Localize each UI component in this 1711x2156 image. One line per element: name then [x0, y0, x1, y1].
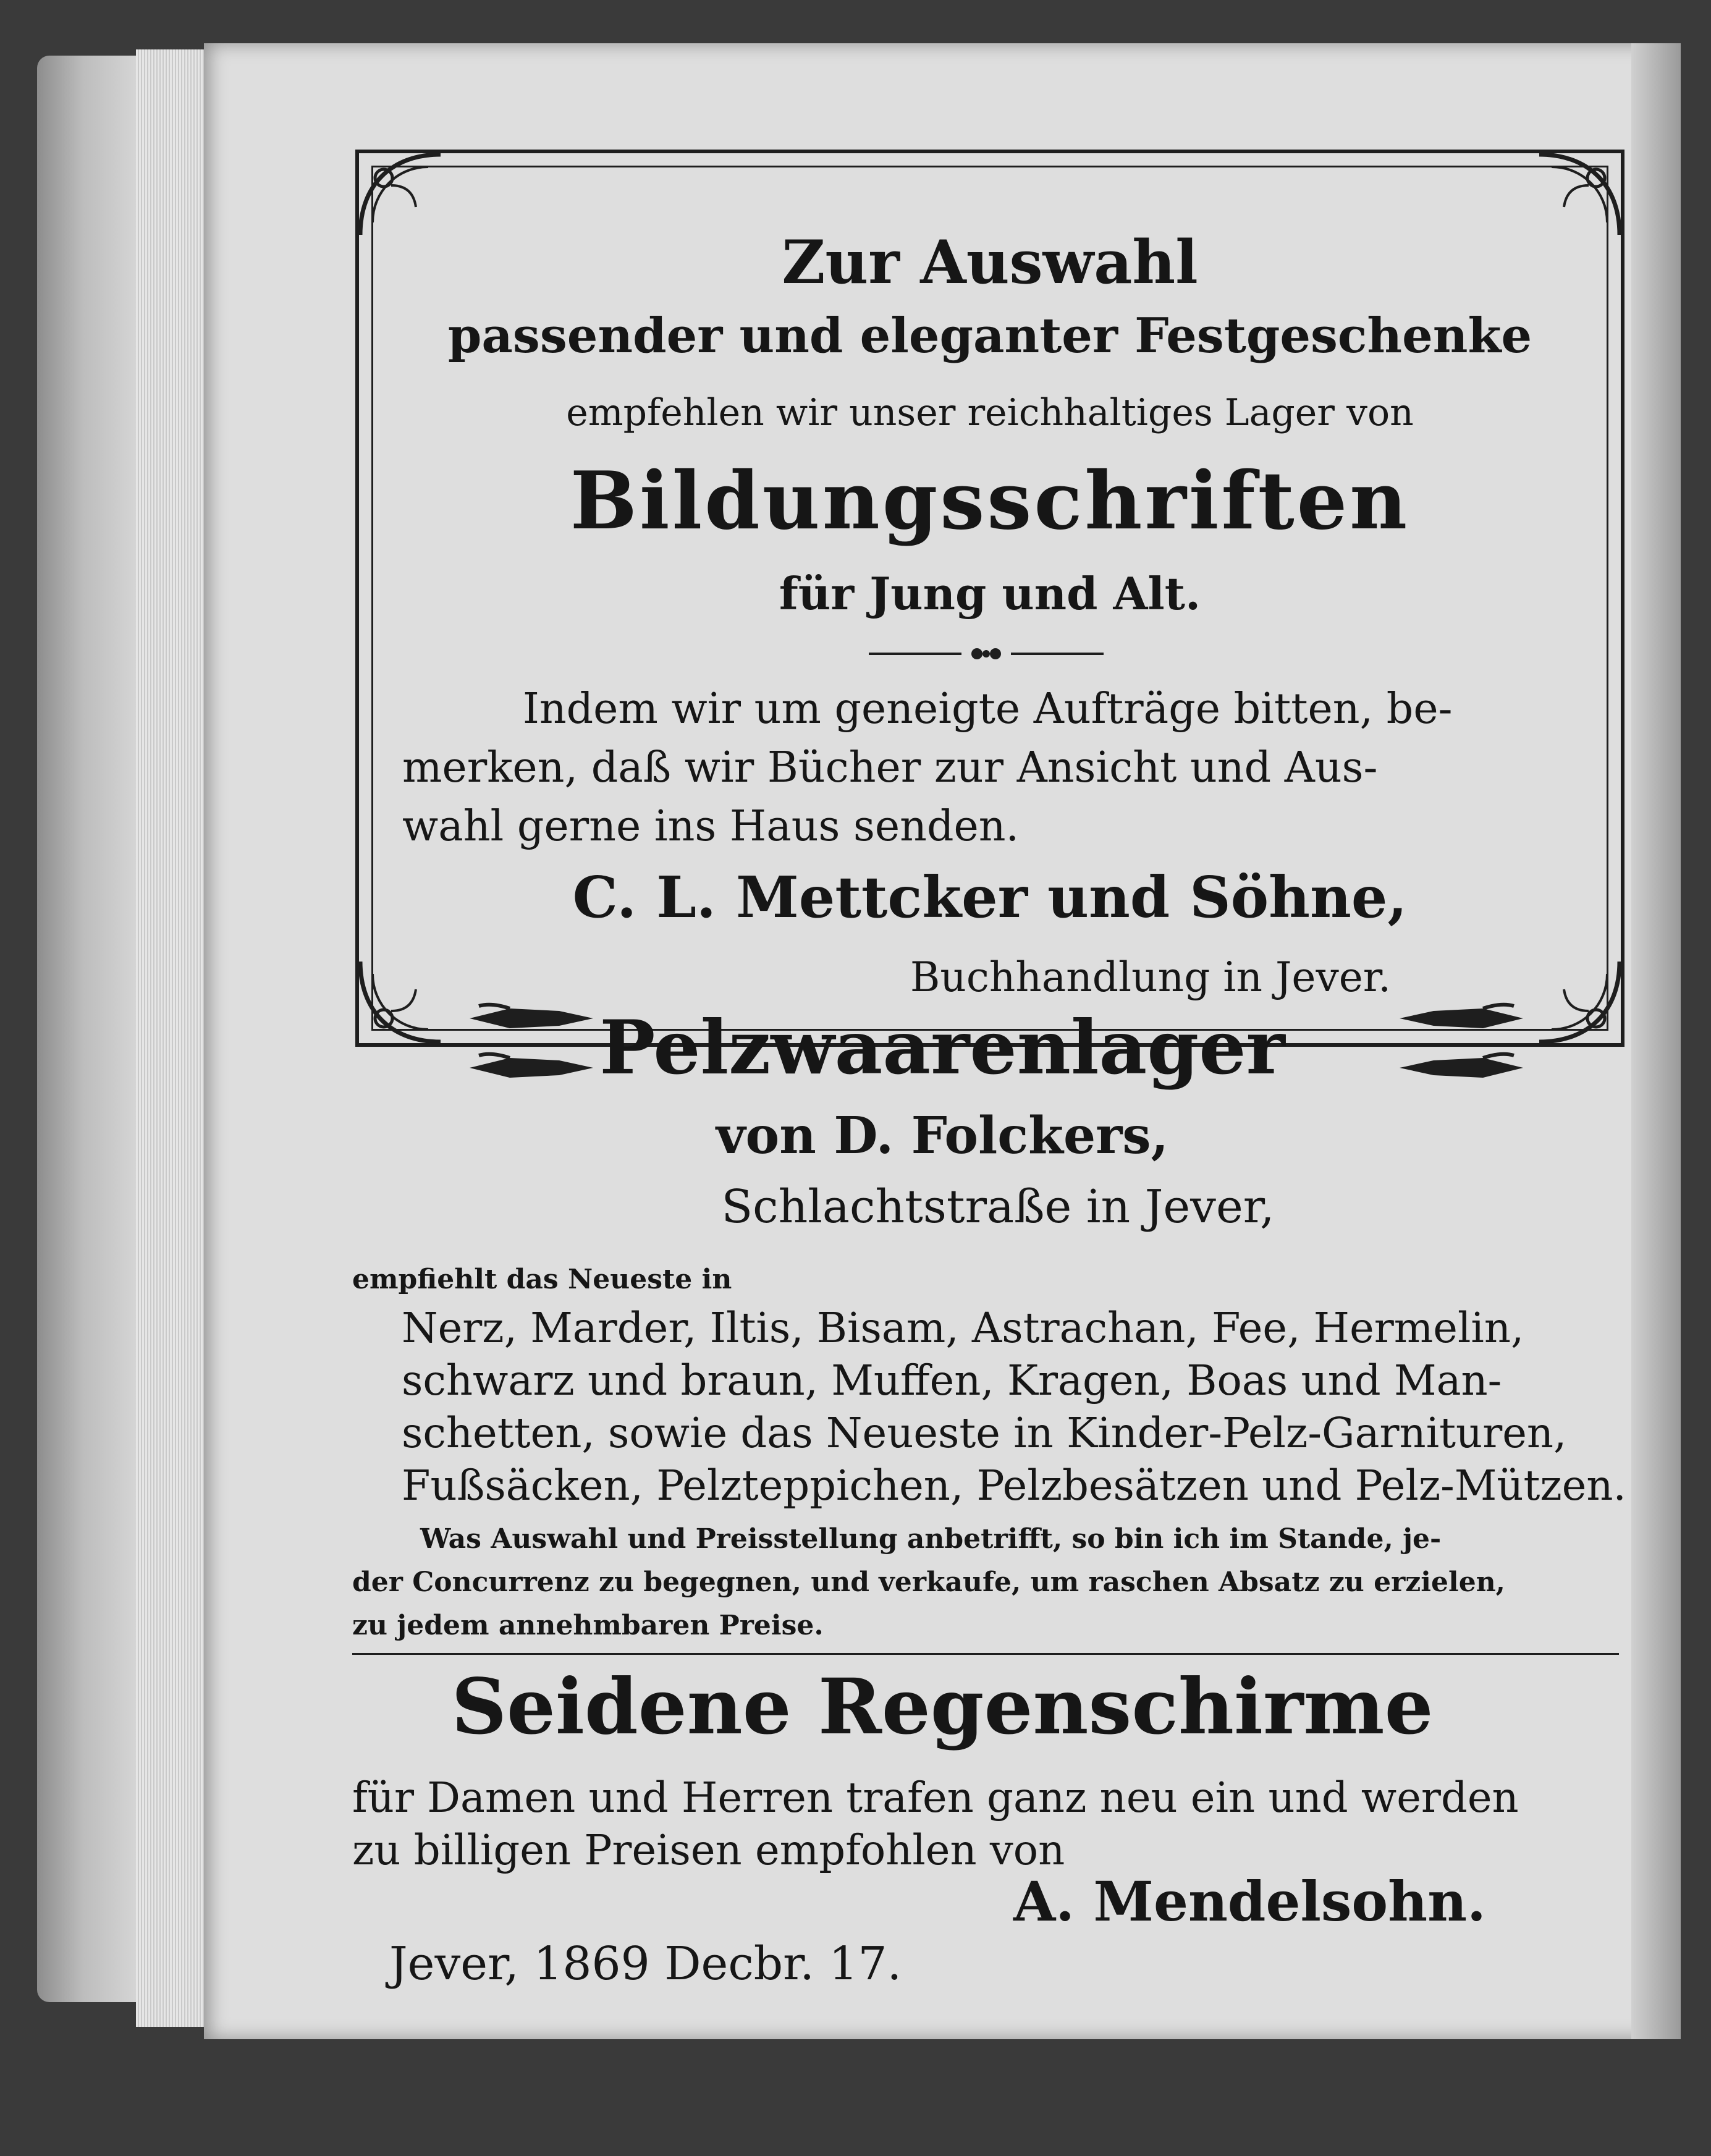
- newspaper-page: [204, 43, 1681, 2039]
- ad2-small-line-1: Was Auswahl und Preisstellung anbetrifft, so bin ich im Stande, je-: [420, 1523, 1442, 1555]
- ad2-line-4: Fußsäcken, Pelzteppichen, Pelzbesätzen und Pelz-Mützen.: [402, 1461, 1626, 1510]
- ad-frame: [355, 150, 1624, 1047]
- ad1-tagline: für Jung und Alt.: [779, 567, 1201, 620]
- ad2-owner: von D. Folckers,: [716, 1106, 1169, 1165]
- ad1-subheadline: passender und eleganter Festgeschenke: [447, 308, 1532, 364]
- ad3-line-1: für Damen und Herren trafen ganz neu ein und werden: [352, 1773, 1519, 1822]
- ad3-date: Jever, 1869 Decbr. 17.: [389, 1937, 902, 1990]
- ad2-line-1: Nerz, Marder, Iltis, Bisam, Astrachan, Fee, Hermelin,: [402, 1304, 1524, 1352]
- ad1-text-line-1: Indem wir um geneigte Aufträge bitten, be-: [523, 685, 1453, 733]
- ad3-signature: A. Mendelsohn.: [1013, 1869, 1486, 1934]
- ad1-text-line-3: wahl gerne ins Haus senden.: [402, 802, 1020, 851]
- ad1-intro: empfehlen wir unser reichhaltiges Lager von: [566, 391, 1414, 434]
- ad2-line-3: schetten, sowie das Neueste in Kinder-Pelz-Garnituren,: [402, 1409, 1567, 1457]
- ad1-text-line-2: merken, daß wir Bücher zur Ansicht und Aus-: [402, 743, 1378, 792]
- ad3-line-2: zu billigen Preisen empfohlen von: [352, 1826, 1065, 1874]
- ad1-headline: Zur Auswahl: [782, 227, 1198, 297]
- ad2-title: Pelzwaarenlager: [599, 1004, 1285, 1091]
- divider-ornament: [869, 641, 1104, 666]
- ad2-address: Schlachtstraße in Jever,: [721, 1180, 1275, 1233]
- ad2-small-line-2: der Concurrenz zu begegnen, und verkaufe, um raschen Absatz zu erzielen,: [352, 1566, 1506, 1598]
- ad3-title: Seidene Regenschirme: [451, 1662, 1434, 1752]
- ad2-small-line-3: zu jedem annehmbaren Preise.: [352, 1610, 824, 1641]
- ad1-firm-name: C. L. Mettcker und Söhne,: [572, 864, 1408, 931]
- ad2-intro: empfiehlt das Neueste in: [352, 1264, 732, 1295]
- ad1-main-title: Bildungsschriften: [570, 455, 1410, 547]
- section-divider: [352, 1653, 1619, 1655]
- ad2-line-2: schwarz und braun, Muffen, Kragen, Boas und Man-: [402, 1356, 1502, 1405]
- ad1-firm-subtitle: Buchhandlung in Jever.: [910, 953, 1392, 1001]
